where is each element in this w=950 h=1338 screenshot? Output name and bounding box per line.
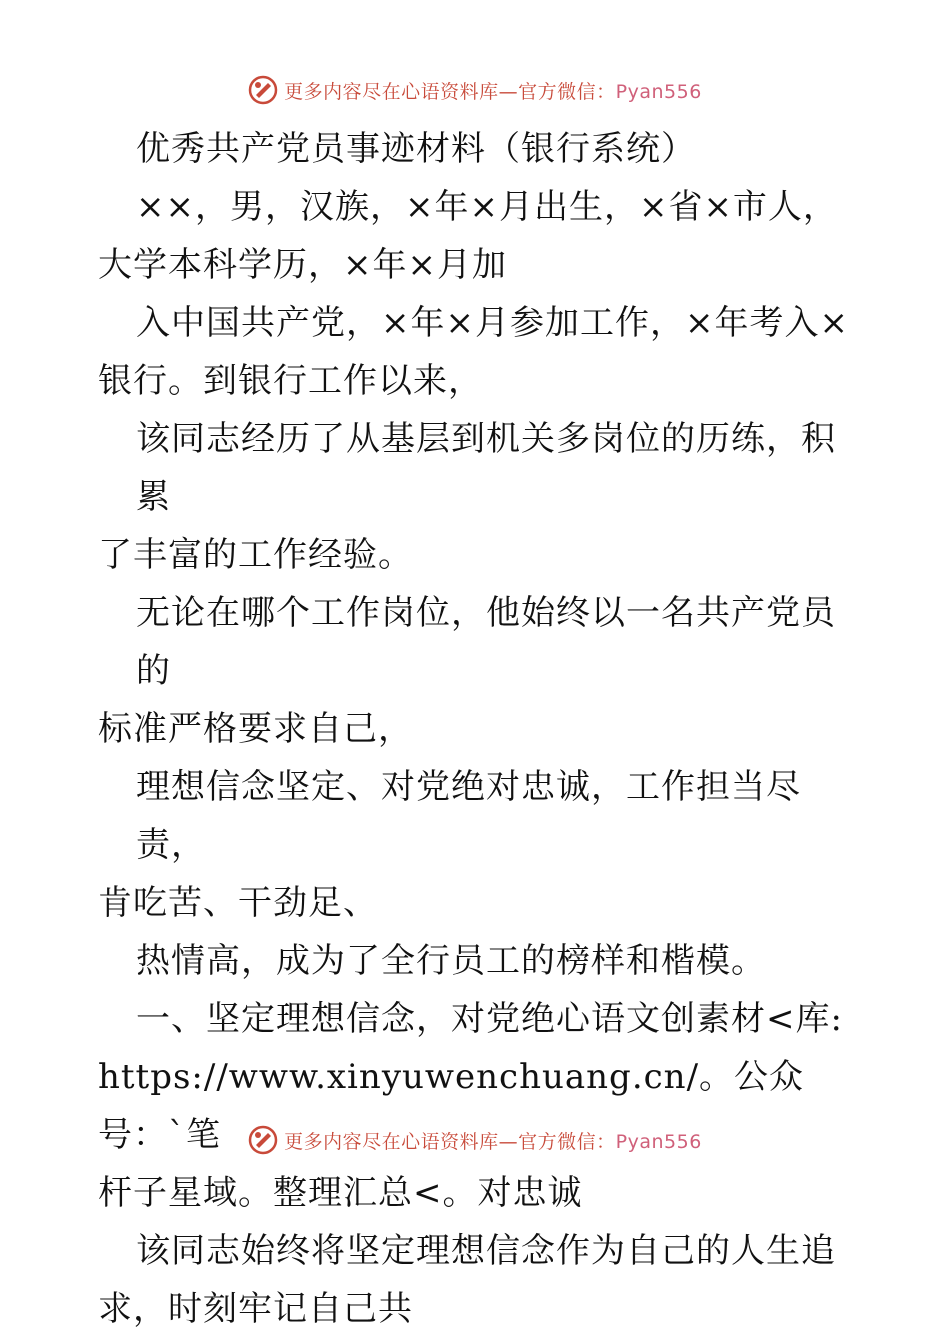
paragraph-line: 热情高，成为了全行员工的榜样和楷模。 [136, 941, 766, 981]
paragraph-line: 该同志始终将坚定理想信念作为自己的人生追 [136, 1231, 836, 1271]
paragraph-line: 该同志经历了从基层到机关多岗位的历练，积累 [136, 419, 836, 517]
header-banner [0, 72, 950, 108]
paragraph-line: https://www.xinyuwenchuang.cn/。公众号：`笔 [98, 1057, 805, 1155]
paragraph-line: 标准严格要求自己， [98, 709, 413, 749]
paragraph-line: 肯吃苦、干劲足、 [98, 883, 378, 923]
paragraph-line: 理想信念坚定、对党绝对忠诚，工作担当尽责， [136, 767, 801, 865]
paragraph-line: ××，男，汉族，×年×月出生，×省×市人， [136, 187, 838, 227]
brand-logo-icon [248, 75, 278, 105]
brand-logo-icon [248, 1125, 278, 1155]
paragraph-line: 大学本科学历，×年×月加 [98, 245, 507, 285]
banner-text: 更多内容尽在心语资料库—官方微信：Pyan556 [284, 1130, 702, 1153]
section-heading: 一、坚定理想信念，对党绝心语文创素材<库: [136, 999, 843, 1039]
paragraph-line: 了丰富的工作经验。 [98, 535, 413, 575]
paragraph-line: 银行。到银行工作以来， [98, 361, 483, 401]
paragraph-line: 入中国共产党，×年×月参加工作，×年考入× [136, 303, 849, 343]
document-title: 优秀共产党员事迹材料（银行系统） [136, 129, 696, 169]
wechat-id: Pyan556 [615, 1130, 702, 1153]
paragraph-line: 无论在哪个工作岗位，他始终以一名共产党员的 [136, 593, 836, 691]
banner-text: 更多内容尽在心语资料库—官方微信：Pyan556 [284, 80, 702, 103]
footer-banner [0, 1122, 950, 1158]
paragraph-line: 杆子星域。整理汇总<。对忠诚 [98, 1173, 583, 1213]
wechat-id: Pyan556 [615, 80, 702, 103]
paragraph-line: 求，时刻牢记自己共 [98, 1289, 413, 1329]
